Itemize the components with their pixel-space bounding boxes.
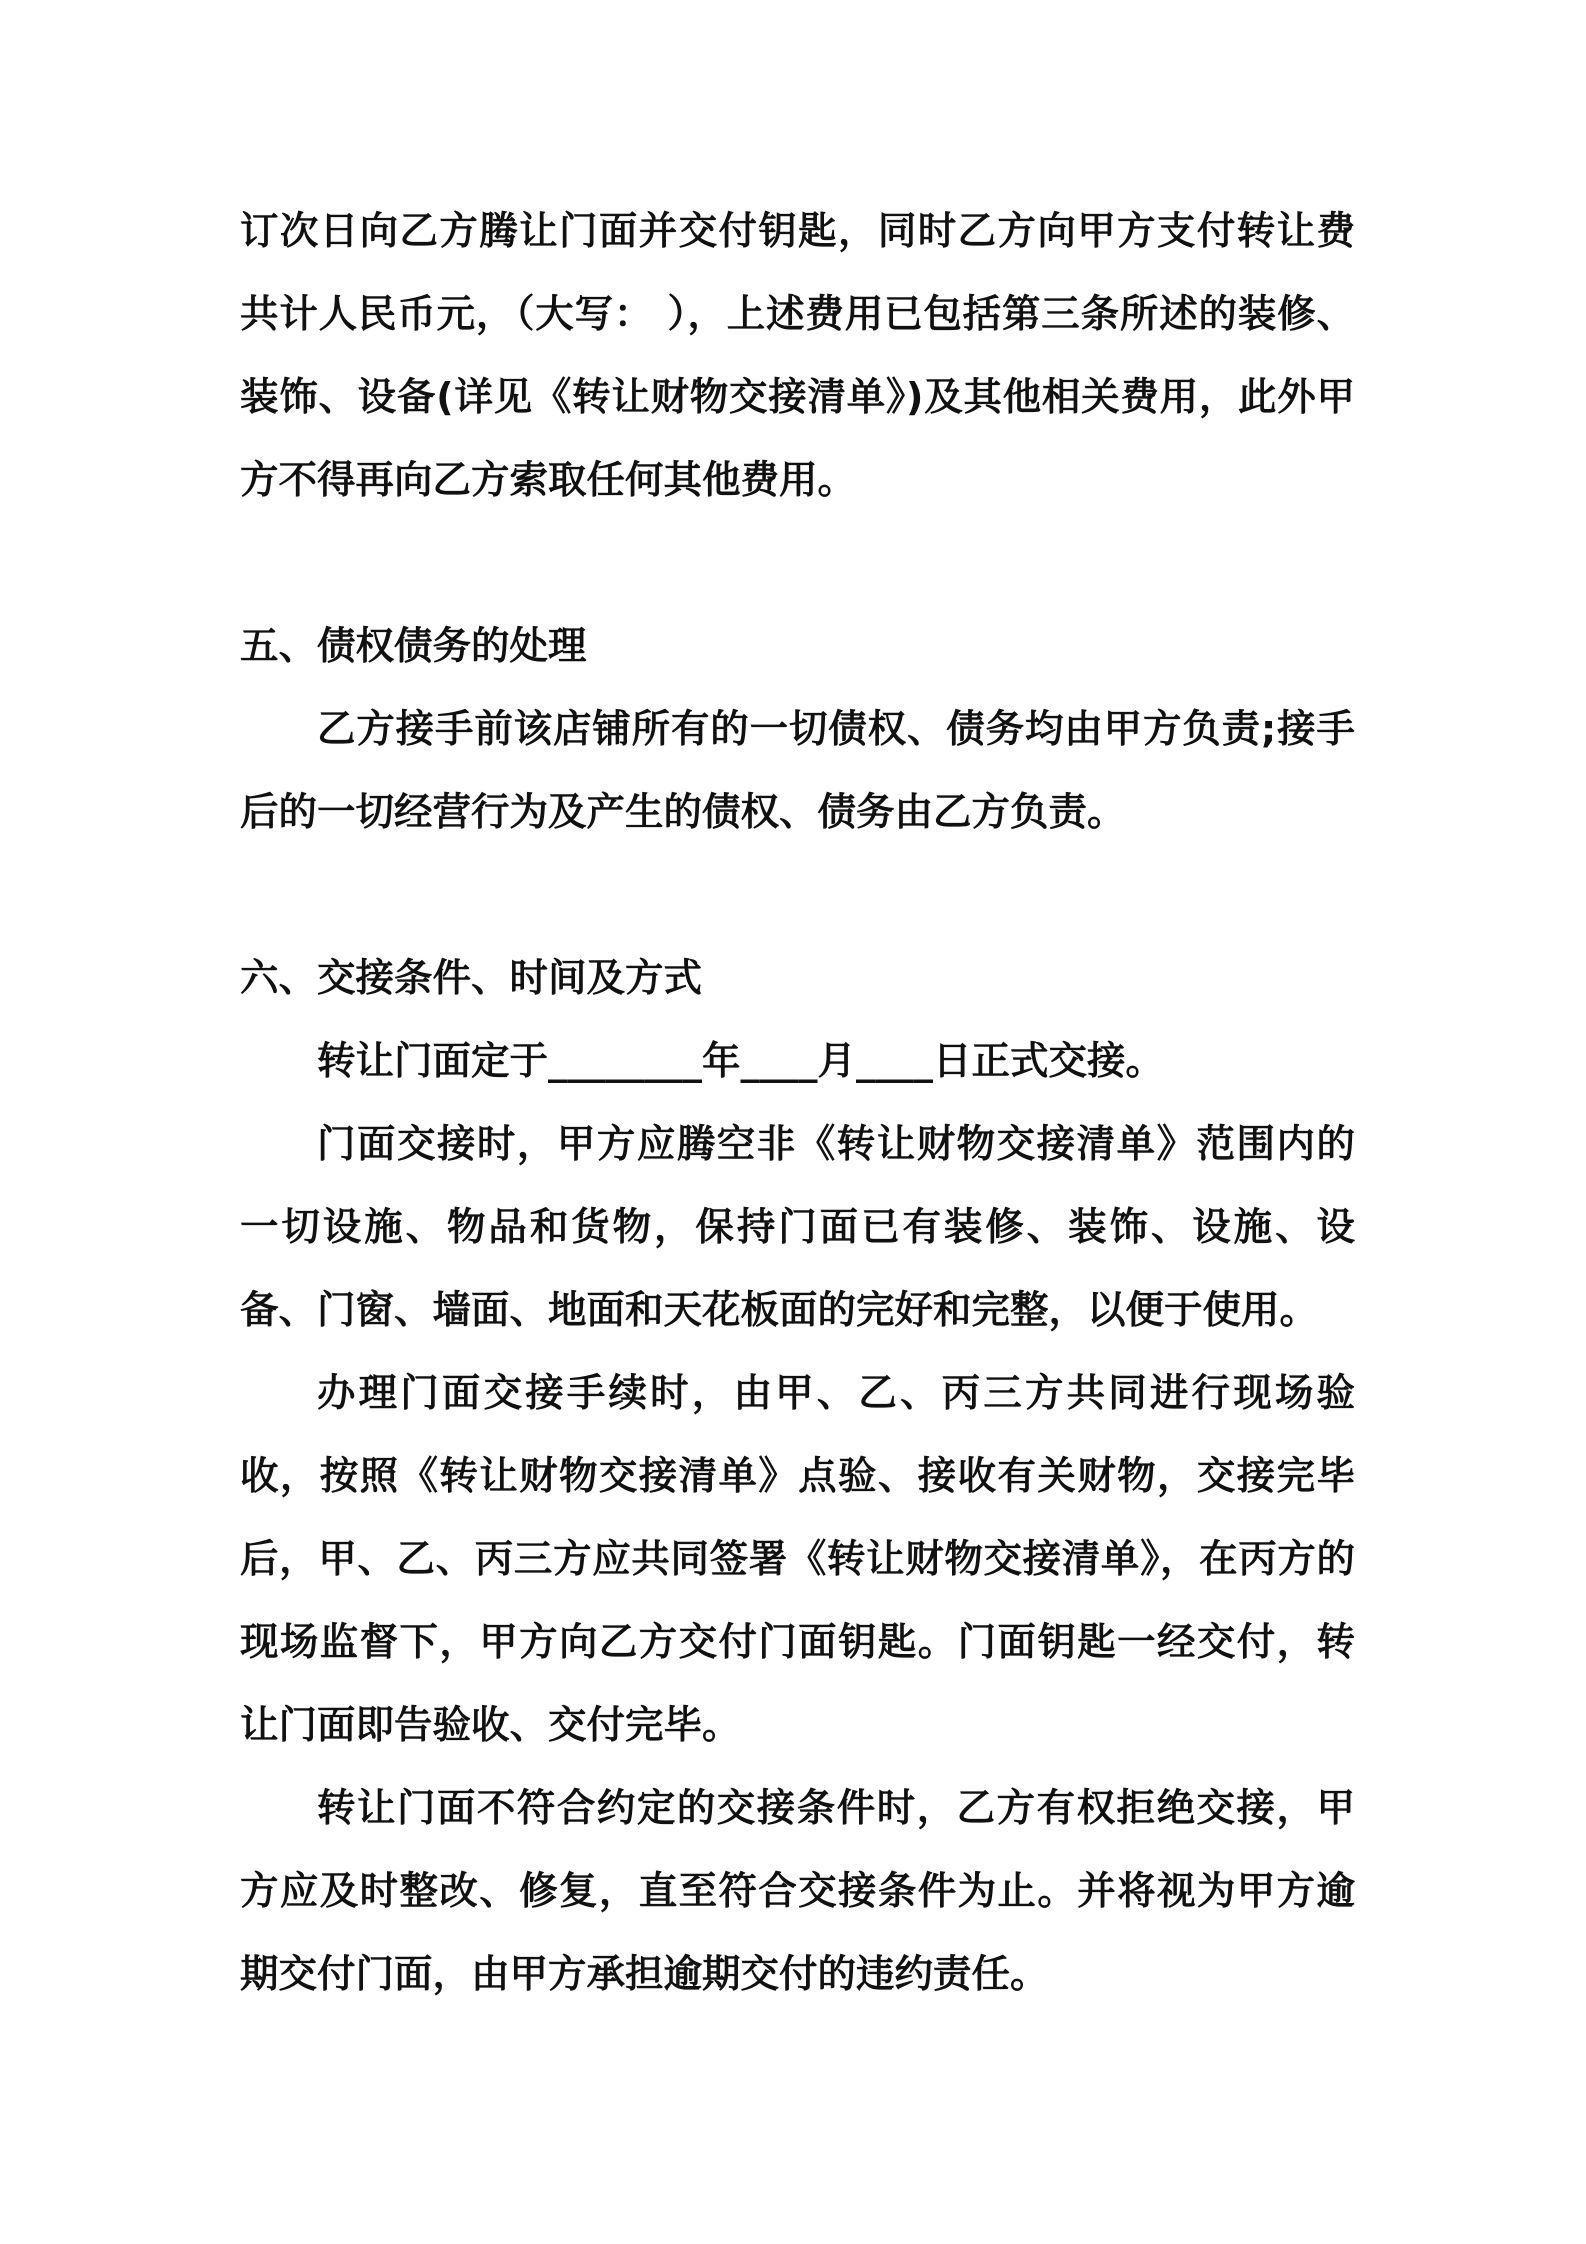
paragraph-handover-reject: 转让门面不符合约定的交接条件时，乙方有权拒绝交接，甲方应及时整改、修复，直至符合交接条件为止。并将视为甲方逾期交付门面，由甲方承担逾期交付的违约责任。 xyxy=(240,1786,1355,1997)
section-heading-debts: 五、债权债务的处理 xyxy=(240,624,587,669)
paragraph-handover-condition: 门面交接时，甲方应腾空非《转让财物交接清单》范围内的一切设施、物品和货物，保持门面已有装修、装饰、设施、设备、门窗、墙面、地面和天花板面的完好和完整，以便于使用。 xyxy=(240,1122,1355,1333)
section-heading-handover: 六、交接条件、时间及方式 xyxy=(240,956,703,1001)
contract-text xyxy=(240,190,1355,2016)
paragraph-handover-procedure: 办理门面交接手续时，由甲、乙、丙三方共同进行现场验收，按照《转让财物交接清单》点验、接收有关财物，交接完毕后，甲、乙、丙三方应共同签署《转让财物交接清单》，在丙方的现场监督下，甲方向乙方交付门面钥匙。门面钥匙一经交付，转让门面即告验收、交付完毕。 xyxy=(240,1371,1355,1748)
paragraph-transfer-fee: 订次日向乙方腾让门面并交付钥匙，同时乙方向甲方支付转让费共计人民币元，（大写： ），上述费用已包括第三条所述的装修、装饰、设备(详见《转让财物交接清单》)及其他相关费用，此外甲方不得再向乙方索取任何其他费用。 xyxy=(240,209,1355,503)
paragraph-debts: 乙方接手前该店铺所有的一切债权、债务均由甲方负责;接手后的一切经营行为及产生的债权、债务由乙方负责。 xyxy=(240,707,1355,835)
paragraph-handover-date: 转让门面定于________年____月____日正式交接。 xyxy=(317,1039,1165,1084)
